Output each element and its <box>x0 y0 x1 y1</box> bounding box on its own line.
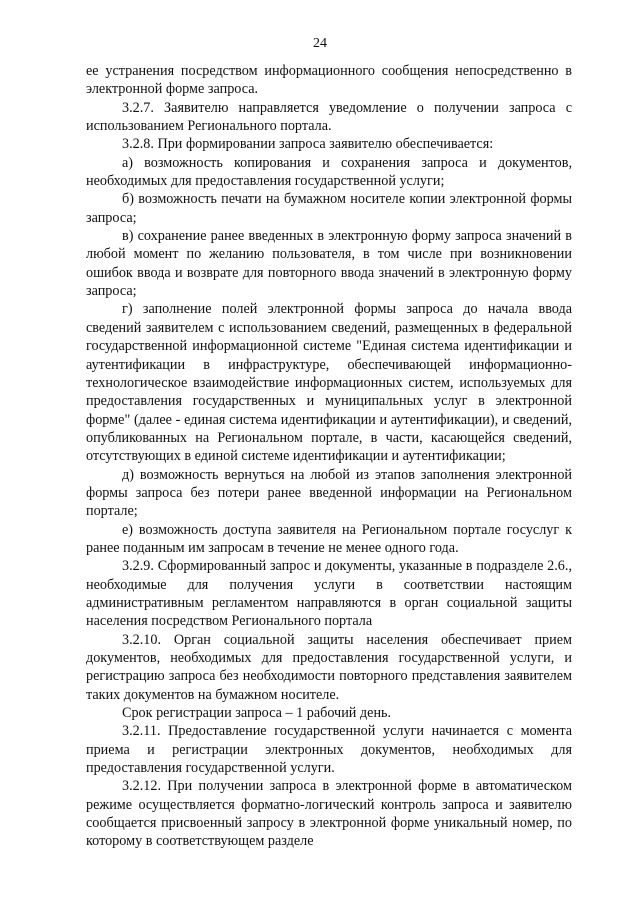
paragraph: 3.2.10. Орган социальной защиты населения обеспечивает прием документов, необходимых для предоставления государственной услуги, и регистрацию запроса без необходимости повторного представления заявителем таких документов на бумажном носителе. <box>86 631 572 703</box>
paragraph: д) возможность вернуться на любой из этапов заполнения электронной формы запроса без потери ранее введенной информации на Региональном портале; <box>86 466 572 520</box>
paragraph: Срок регистрации запроса – 1 рабочий день. <box>122 705 392 722</box>
paragraph: в) сохранение ранее введенных в электронную форму запроса значений в любой момент по желанию пользователя, в том числе при возникновении ошибок ввода и возврате для повторного ввода значений в электронную форму запроса; <box>86 228 572 300</box>
paragraph: е) возможность доступа заявителя на Региональном портале госуслуг к ранее поданным им запросам в течение не менее одного года. <box>86 521 572 556</box>
document-body <box>86 62 572 851</box>
paragraph: а) возможность копирования и сохранения запроса и документов, необходимых для предоставления государственной услуги; <box>86 154 572 190</box>
paragraph: 3.2.12. При получении запроса в электронной форме в автоматическом режиме осуществляется форматно-логический контроль запроса и заявителю сообщается присвоенный запросу в электронной форме уникальный номер, по которому в соответствующем разделе <box>86 778 572 850</box>
paragraph: 3.2.7. Заявителю направляется уведомление о получении запроса с использованием Регионального портала. <box>86 99 572 135</box>
paragraph: ее устранения посредством информационного сообщения непосредственно в электронной форме запроса. <box>86 63 572 98</box>
paragraph: 3.2.11. Предоставление государственной услуги начинается с момента приема и регистрации электронных документов, необходимых для предоставления государственной услуги. <box>86 723 572 777</box>
page-number: 24 <box>313 36 327 51</box>
paragraph: 3.2.8. При формировании запроса заявителю обеспечивается: <box>122 136 494 153</box>
paragraph: 3.2.9. Сформированный запрос и документы, указанные в подразделе 2.6., необходимые для получения услуги в соответствии настоящим административным регламентом направляются в орган социальной защиты населения посредством Регионального портала <box>86 558 572 630</box>
paragraph: б) возможность печати на бумажном носителе копии электронной формы запроса; <box>86 191 572 226</box>
paragraph: г) заполнение полей электронной формы запроса до начала ввода сведений заявителем с использованием сведений, размещенных в федеральной государственной информационной системе "Единая система идентификации и аутентификации в инфраструктуре, обеспечивающей информационно-технологическое взаимодействие информационных систем, используемых для предоставления государственных и муниципальных услуг в электронной форме" (далее - единая система идентификации и аутентификации), и сведений, опубликованных на Региональном портале, в части, касающейся сведений, отсутствующих в единой системе идентификации и аутентификации; <box>86 301 572 465</box>
